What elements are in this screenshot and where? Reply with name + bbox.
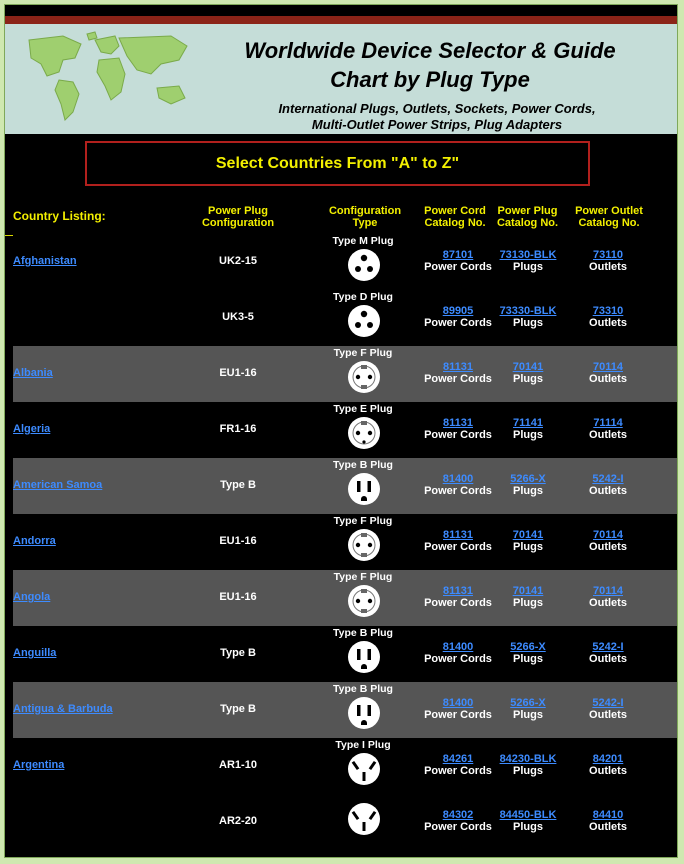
power-plug-catalog-cell: [493, 809, 563, 833]
header-config-line2: Configuration: [201, 217, 275, 229]
power-cord-catalog-link[interactable]: 87101: [442, 249, 474, 261]
table-row: [13, 346, 678, 402]
table-row: [13, 514, 678, 570]
power-outlet-catalog-link[interactable]: 5242-I: [592, 473, 624, 485]
power-plug-category-label: Plugs: [513, 597, 543, 609]
power-outlet-category-label: Outlets: [589, 597, 627, 609]
power-cord-catalog-link[interactable]: 89905: [442, 305, 474, 317]
power-outlet-category-label: Outlets: [589, 373, 627, 385]
page-frame: [4, 4, 678, 858]
power-cord-category-label: Power Cords: [424, 653, 492, 665]
power-plug-catalog-cell: [493, 305, 563, 329]
top-bar: [5, 5, 677, 16]
power-plug-category-label: Plugs: [513, 653, 543, 665]
header-type: [315, 205, 415, 229]
power-plug-catalog-link[interactable]: 5266-X: [510, 641, 546, 653]
title-line-1: Worldwide Device Selector & Guide: [244, 38, 616, 63]
table-row: [13, 290, 678, 346]
subtitle-line-2: Multi-Outlet Power Strips, Plug Adapters: [311, 117, 563, 132]
power-cord-catalog-link[interactable]: 84261: [442, 753, 474, 765]
power-cord-catalog-link[interactable]: 81400: [442, 473, 474, 485]
table-row: [13, 738, 678, 794]
header-type-line1: Configuration: [328, 205, 402, 217]
power-outlet-catalog-link[interactable]: 73310: [592, 305, 624, 317]
power-outlet-catalog-link[interactable]: 73110: [593, 249, 623, 261]
type-e-plug-icon: [347, 416, 381, 450]
power-outlet-category-label: Outlets: [589, 765, 627, 777]
power-plug-catalog-link[interactable]: 70141: [512, 361, 544, 373]
power-plug-catalog-link[interactable]: 5266-X: [510, 697, 546, 709]
country-link[interactable]: Algeria: [13, 423, 51, 435]
power-cord-catalog-cell: [413, 809, 503, 833]
header-plug-line2: Catalog No.: [496, 217, 559, 229]
subtitle-line-1: International Plugs, Outlets, Sockets, Power Cords,: [278, 101, 596, 116]
plug-configuration: EU1-16: [219, 367, 257, 379]
power-cord-category-label: Power Cords: [424, 261, 492, 273]
plug-type-label: Type I Plug: [335, 739, 391, 751]
plug-configuration: AR2-20: [219, 815, 257, 827]
title-line-2: Chart by Plug Type: [330, 67, 530, 92]
power-plug-category-label: Plugs: [513, 541, 543, 553]
power-plug-catalog-cell: [493, 585, 563, 609]
table-row: [13, 402, 678, 458]
plug-configuration: UK2-15: [219, 255, 257, 267]
type-i-plug-icon: [347, 752, 381, 786]
plug-configuration: EU1-16: [219, 591, 257, 603]
power-plug-catalog-cell: [493, 417, 563, 441]
country-link[interactable]: Angola: [13, 591, 51, 603]
power-outlet-category-label: Outlets: [589, 317, 627, 329]
power-plug-catalog-link[interactable]: 73130-BLK: [499, 249, 557, 261]
power-outlet-category-label: Outlets: [589, 709, 627, 721]
power-cord-catalog-link[interactable]: 81131: [443, 585, 473, 597]
power-plug-category-label: Plugs: [513, 429, 543, 441]
power-cord-catalog-link[interactable]: 81400: [442, 641, 474, 653]
power-cord-catalog-cell: [413, 585, 503, 609]
plug-configuration: Type B: [220, 703, 256, 715]
select-countries-label: Select Countries From "A" to Z": [215, 154, 460, 172]
page-subtitle: [237, 101, 637, 133]
power-outlet-catalog-cell: [573, 585, 643, 609]
header-plug-line1: Power Plug: [497, 205, 558, 217]
power-cord-catalog-link[interactable]: 81131: [443, 361, 473, 373]
power-cord-catalog-cell: [413, 697, 503, 721]
power-outlet-catalog-cell: [573, 753, 643, 777]
power-cord-catalog-cell: [413, 473, 503, 497]
power-outlet-category-label: Outlets: [589, 485, 627, 497]
header-country: Country Listing:: [13, 209, 106, 223]
power-outlet-catalog-cell: [573, 361, 643, 385]
power-plug-catalog-link[interactable]: 70141: [512, 585, 544, 597]
plug-type-label: Type F Plug: [333, 571, 393, 583]
power-cord-catalog-cell: [413, 361, 503, 385]
table-row: [13, 234, 678, 290]
power-cord-category-label: Power Cords: [424, 597, 492, 609]
power-outlet-category-label: Outlets: [589, 821, 627, 833]
power-plug-catalog-cell: [493, 529, 563, 553]
country-link[interactable]: Andorra: [13, 535, 56, 547]
plug-type-label: Type B Plug: [333, 683, 393, 695]
plug-configuration: FR1-16: [219, 423, 257, 435]
power-outlet-catalog-cell: [573, 305, 643, 329]
power-plug-category-label: Plugs: [513, 821, 543, 833]
plug-configuration: Type B: [220, 479, 256, 491]
power-cord-catalog-cell: [413, 249, 503, 273]
power-outlet-catalog-cell: [573, 473, 643, 497]
table-row: [13, 570, 678, 626]
type-b-plug-icon: [347, 696, 381, 730]
power-cord-category-label: Power Cords: [424, 709, 492, 721]
table-row: [13, 682, 678, 738]
power-plug-catalog-cell: [493, 249, 563, 273]
page-title: [195, 36, 665, 94]
power-cord-catalog-cell: [413, 529, 503, 553]
power-outlet-catalog-link[interactable]: 84201: [592, 753, 624, 765]
power-plug-catalog-cell: [493, 361, 563, 385]
plug-type-label: Type B Plug: [333, 627, 393, 639]
type-d-plug-icon: [347, 304, 381, 338]
type-f-plug-icon: [347, 360, 381, 394]
plug-configuration: Type B: [220, 647, 256, 659]
power-outlet-category-label: Outlets: [589, 541, 627, 553]
power-outlet-category-label: Outlets: [589, 653, 627, 665]
country-link[interactable]: Anguilla: [13, 647, 57, 659]
power-outlet-catalog-cell: [573, 809, 643, 833]
table-row: [13, 626, 678, 682]
header-banner: [5, 24, 677, 134]
power-plug-category-label: Plugs: [513, 485, 543, 497]
header-cord: [410, 205, 500, 229]
power-outlet-catalog-cell: [573, 697, 643, 721]
plug-type-label: Type D Plug: [333, 291, 393, 303]
type-f-plug-icon: [347, 528, 381, 562]
header-plug: [490, 205, 565, 229]
power-cord-category-label: Power Cords: [424, 317, 492, 329]
type-b-plug-icon: [347, 640, 381, 674]
plug-type-label: Type M Plug: [332, 235, 394, 247]
power-plug-catalog-cell: [493, 753, 563, 777]
plug-type-label: Type E Plug: [333, 403, 393, 415]
plug-type-label: Type F Plug: [333, 347, 393, 359]
power-outlet-category-label: Outlets: [589, 429, 627, 441]
power-cord-category-label: Power Cords: [424, 373, 492, 385]
country-link[interactable]: Antigua & Barbuda: [13, 703, 113, 715]
header-config-line1: Power Plug: [208, 205, 268, 217]
plug-type-label: Type F Plug: [333, 515, 393, 527]
power-plug-category-label: Plugs: [513, 261, 543, 273]
power-cord-catalog-cell: [413, 417, 503, 441]
power-outlet-catalog-link[interactable]: 70114: [593, 585, 623, 597]
type-i-plug-icon: [347, 802, 381, 836]
power-cord-catalog-link[interactable]: 81400: [442, 697, 474, 709]
power-plug-catalog-cell: [493, 473, 563, 497]
power-plug-catalog-link[interactable]: 73330-BLK: [499, 305, 557, 317]
power-outlet-catalog-link[interactable]: 5242-I: [592, 697, 624, 709]
power-cord-catalog-link[interactable]: 84302: [442, 809, 474, 821]
power-outlet-catalog-link[interactable]: 70114: [593, 361, 623, 373]
country-link[interactable]: Argentina: [13, 759, 65, 771]
plug-type-label: Type B Plug: [333, 459, 393, 471]
power-outlet-category-label: Outlets: [589, 261, 627, 273]
power-plug-category-label: Plugs: [513, 317, 543, 329]
power-plug-category-label: Plugs: [513, 765, 543, 777]
power-plug-catalog-link[interactable]: 5266-X: [510, 473, 546, 485]
table-header: [5, 201, 677, 236]
power-plug-catalog-cell: [493, 641, 563, 665]
country-link[interactable]: American Samoa: [13, 479, 103, 491]
header-outlet: [568, 205, 650, 229]
power-cord-category-label: Power Cords: [424, 485, 492, 497]
power-cord-catalog-cell: [413, 305, 503, 329]
power-cord-catalog-cell: [413, 753, 503, 777]
select-countries-button[interactable]: [85, 141, 590, 186]
power-outlet-catalog-link[interactable]: 5242-I: [592, 641, 624, 653]
power-plug-category-label: Plugs: [513, 373, 543, 385]
header-outlet-line2: Catalog No.: [578, 217, 640, 229]
power-cord-category-label: Power Cords: [424, 821, 492, 833]
header-type-line2: Type: [352, 217, 378, 229]
power-plug-category-label: Plugs: [513, 709, 543, 721]
power-outlet-catalog-cell: [573, 529, 643, 553]
power-outlet-catalog-cell: [573, 249, 643, 273]
country-link[interactable]: Afghanistan: [13, 255, 77, 267]
power-plug-catalog-link[interactable]: 70141: [512, 529, 544, 541]
country-link[interactable]: Albania: [13, 367, 53, 379]
type-f-plug-icon: [347, 584, 381, 618]
header-cord-line2: Catalog No.: [424, 217, 486, 229]
plug-configuration: EU1-16: [219, 535, 257, 547]
plug-configuration: UK3-5: [222, 311, 254, 323]
type-b-plug-icon: [347, 472, 381, 506]
table-row: [13, 794, 678, 846]
power-plug-catalog-link[interactable]: 84230-BLK: [499, 753, 557, 765]
power-cord-catalog-cell: [413, 641, 503, 665]
header-config: [188, 205, 288, 229]
header-cord-line1: Power Cord: [424, 205, 486, 217]
table-row: [13, 458, 678, 514]
power-outlet-catalog-link[interactable]: 70114: [593, 529, 623, 541]
power-cord-catalog-link[interactable]: 81131: [443, 417, 473, 429]
power-cord-catalog-link[interactable]: 81131: [443, 529, 473, 541]
header-outlet-line1: Power Outlet: [575, 205, 643, 217]
type-m-plug-icon: [347, 248, 381, 282]
power-plug-catalog-cell: [493, 697, 563, 721]
power-outlet-catalog-cell: [573, 641, 643, 665]
power-cord-category-label: Power Cords: [424, 541, 492, 553]
plug-configuration: AR1-10: [219, 759, 257, 771]
power-outlet-catalog-cell: [573, 417, 643, 441]
power-cord-category-label: Power Cords: [424, 765, 492, 777]
power-outlet-catalog-link[interactable]: 71114: [593, 417, 623, 429]
power-plug-catalog-link[interactable]: 84450-BLK: [499, 809, 557, 821]
power-plug-catalog-link[interactable]: 71141: [513, 417, 543, 429]
power-cord-category-label: Power Cords: [424, 429, 492, 441]
red-accent-bar: [5, 16, 677, 24]
power-outlet-catalog-link[interactable]: 84410: [592, 809, 624, 821]
world-map-icon: [11, 30, 201, 128]
